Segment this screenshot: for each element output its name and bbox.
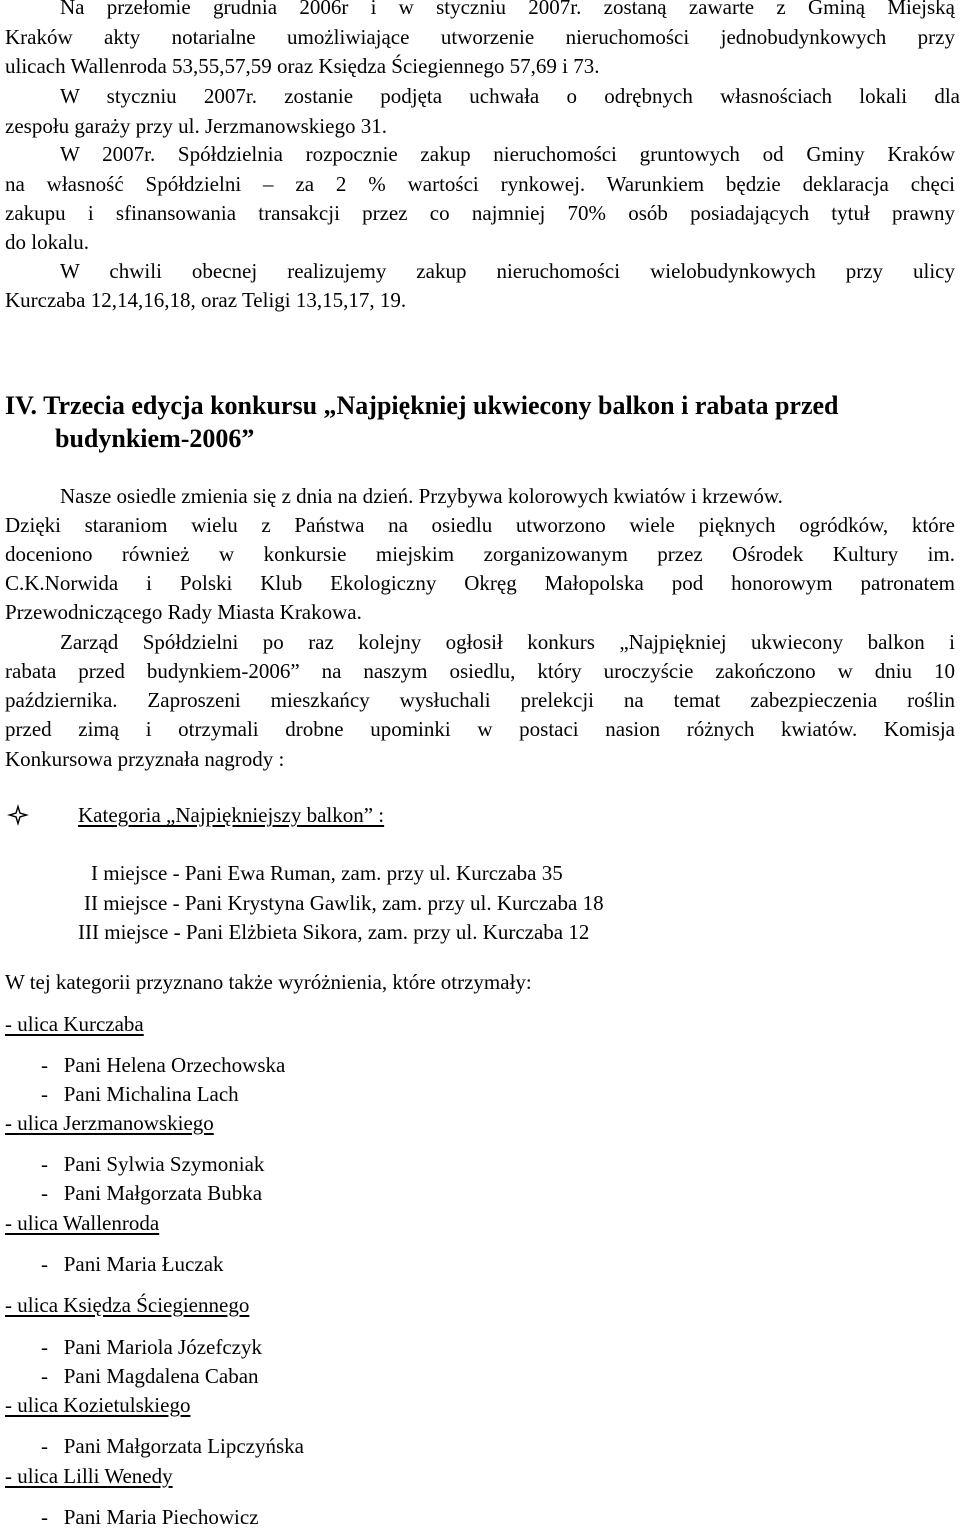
text-line: przed zimą i otrzymali drobne upominki w postaci nasion różnych kwiatów. Komisja bbox=[5, 717, 955, 741]
place-third: III miejsce - Pani Elżbieta Sikora, zam. przy ul. Kurczaba 12 bbox=[78, 920, 590, 944]
text-line: Konkursowa przyznała nagrody : bbox=[5, 747, 285, 771]
place-first: I miejsce - Pani Ewa Ruman, zam. przy ul. Kurczaba 35 bbox=[91, 861, 563, 885]
person-name: - Pani Sylwia Szymoniak bbox=[41, 1152, 265, 1176]
person-name: - Pani Mariola Józefczyk bbox=[41, 1335, 263, 1359]
distinctions-intro: W tej kategorii przyznano także wyróżnienia, które otrzymały: bbox=[5, 970, 532, 994]
text-line: do lokalu. bbox=[5, 230, 89, 254]
text-line: Kurczaba 12,14,16,18, oraz Teligi 13,15,17, 19. bbox=[5, 288, 407, 312]
text-line: Przewodniczącego Rady Miasta Krakowa. bbox=[5, 600, 362, 624]
person-name: - Pani Małgorzata Lipczyńska bbox=[41, 1434, 304, 1458]
person-name: - Pani Maria Łuczak bbox=[41, 1252, 224, 1276]
text-line: W 2007r. Spółdzielnia rozpocznie zakup nieruchomości gruntowych od Gminy Kraków bbox=[60, 142, 955, 166]
text-line: rabata przed budynkiem-2006” na naszym osiedlu, który uroczyście zakończono w dniu 10 bbox=[5, 659, 955, 683]
text-line: Kraków akty notarialne umożliwiające utworzenie nieruchomości jednobudynkowych przy bbox=[5, 25, 955, 49]
category-title: Kategoria „Najpiękniejszy balkon” : bbox=[78, 803, 385, 827]
text-line: października. Zaproszeni mieszkańcy wysłuchali prelekcji na temat zabezpieczenia roślin bbox=[5, 688, 955, 712]
street-label: - ulica Lilli Wenedy bbox=[5, 1464, 173, 1488]
person-name: - Pani Małgorzata Bubka bbox=[41, 1181, 263, 1205]
text-line: W styczniu 2007r. zostanie podjęta uchwała o odrębnych własnościach lokali dla bbox=[60, 84, 960, 108]
person-name: - Pani Michalina Lach bbox=[41, 1082, 239, 1106]
person-name: - Pani Helena Orzechowska bbox=[41, 1053, 286, 1077]
person-name: - Pani Magdalena Caban bbox=[41, 1364, 259, 1388]
text-line: zakupu i sfinansowania transakcji przez co najmniej 70% osób posiadających tytuł prawny bbox=[5, 201, 955, 225]
person-name: - Pani Maria Piechowicz bbox=[41, 1505, 259, 1529]
place-second: II miejsce - Pani Krystyna Gawlik, zam. przy ul. Kurczaba 18 bbox=[84, 891, 604, 915]
section-number: IV. bbox=[5, 391, 38, 420]
text-line: Dzięki staraniom wielu z Państwa na osiedlu utworzono wiele pięknych ogródków, które bbox=[5, 513, 955, 537]
text-line: Na przełomie grudnia 2006r i w styczniu 2007r. zostaną zawarte z Gminą Miejską bbox=[60, 0, 955, 19]
text-line: na własność Spółdzielni – za 2 % wartości rynkowej. Warunkiem będzie deklaracja chęci bbox=[5, 172, 955, 196]
text-line: ulicach Wallenroda 53,55,57,59 oraz Księdza Ściegiennego 57,69 i 73. bbox=[5, 54, 600, 78]
text-line: Zarząd Spółdzielni po raz kolejny ogłosił konkurs „Najpiękniej ukwiecony balkon i bbox=[60, 630, 955, 654]
street-label: - ulica Kozietulskiego bbox=[5, 1393, 191, 1417]
text-line: W chwili obecnej realizujemy zakup nieruchomości wielobudynkowych przy ulicy bbox=[60, 259, 955, 283]
street-label: - ulica Księdza Ściegiennego bbox=[5, 1293, 250, 1317]
text-line: C.K.Norwida i Polski Klub Ekologiczny Okręg Małopolska pod honorowym patronatem bbox=[5, 571, 955, 595]
text-line: doceniono również w konkursie miejskim zorganizowanym przez Ośrodek Kultury im. bbox=[5, 542, 955, 566]
section-title: Trzecia edycja konkursu „Najpiękniej ukwiecony balkon i rabata przed bbox=[43, 391, 839, 420]
street-label: - ulica Jerzmanowskiego bbox=[5, 1111, 214, 1135]
text-line: Nasze osiedle zmienia się z dnia na dzień. Przybywa kolorowych kwiatów i krzewów. bbox=[60, 484, 783, 508]
street-label: - ulica Kurczaba bbox=[5, 1012, 144, 1036]
section-heading-line2: budynkiem-2006” bbox=[55, 424, 255, 453]
diamond-bullet-icon bbox=[6, 803, 30, 827]
section-heading-line1 bbox=[5, 393, 839, 419]
text-line: zespołu garaży przy ul. Jerzmanowskiego 31. bbox=[5, 114, 387, 138]
street-label: - ulica Wallenroda bbox=[5, 1211, 160, 1235]
